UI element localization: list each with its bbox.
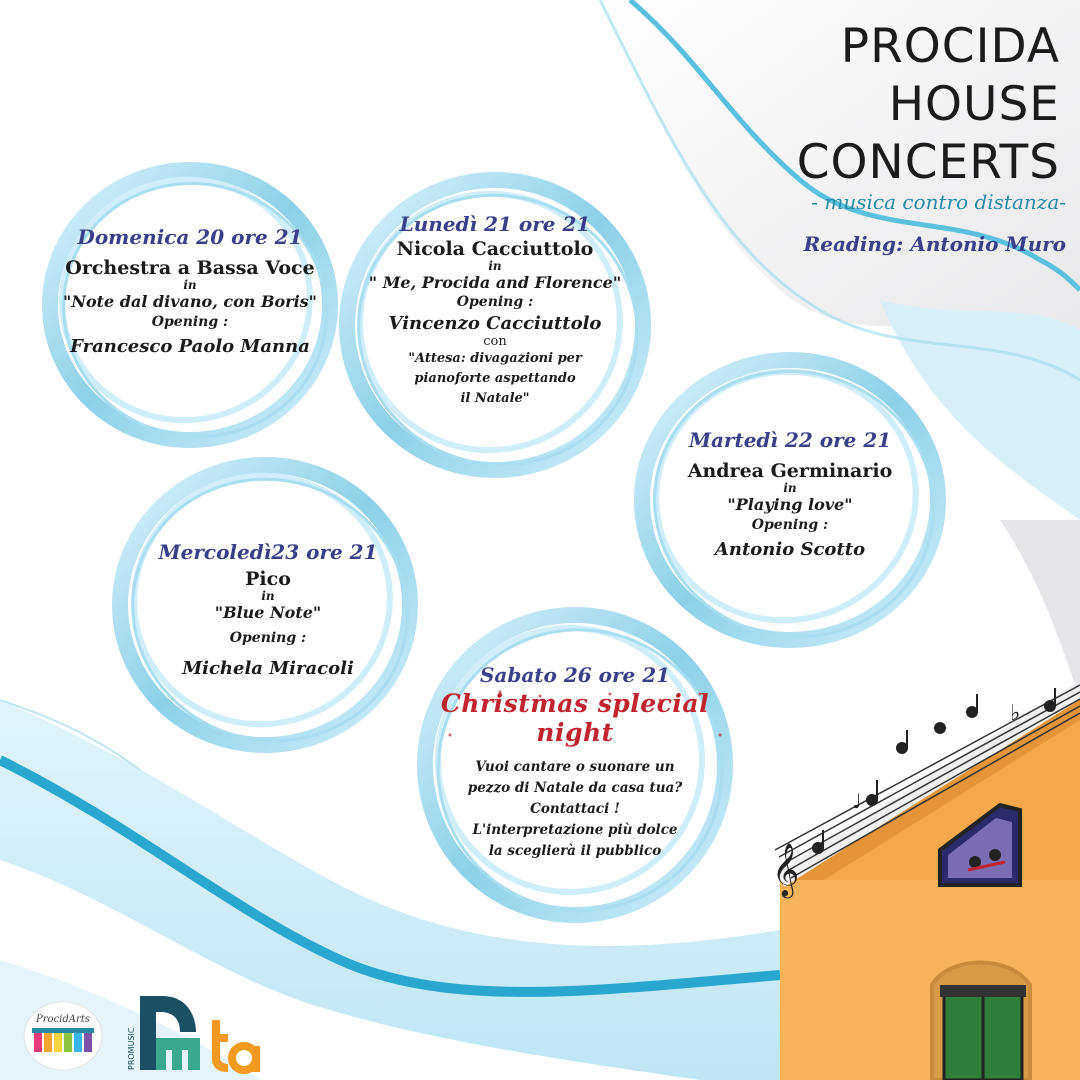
event-opener: Antonio Scotto	[714, 539, 866, 560]
event-mercoledi	[118, 540, 418, 679]
procidarts-logo	[22, 1000, 104, 1072]
event-line-5: la sceglierà il pubblico	[488, 843, 662, 859]
event-opener: Michela Miracoli	[182, 658, 354, 679]
event-domenica	[40, 225, 340, 357]
event-con: con	[483, 334, 507, 349]
event-extra-line-3: il Natale"	[460, 391, 530, 406]
event-artist: Nicola Cacciuttolo	[396, 238, 594, 260]
house-illustration	[780, 690, 1080, 1080]
event-sabato	[420, 663, 730, 862]
ta-design-logo	[206, 1014, 266, 1074]
event-lunedi	[345, 212, 645, 409]
event-show: "Playing love"	[727, 495, 853, 514]
svg-text:𝄞: 𝄞	[772, 842, 800, 896]
event-headline: Christmas splecial night	[440, 689, 710, 747]
svg-text:♭: ♭	[1010, 701, 1021, 726]
event-line-2: pezzo di Natale da casa tua?	[467, 780, 683, 796]
procidarts-logo-text: ProcidArts	[36, 1014, 90, 1025]
event-artist: Orchestra a Bassa Voce	[65, 257, 315, 279]
promusic-logo-text: PROMUSIC	[127, 1027, 136, 1070]
event-show: " Me, Procida and Florence"	[368, 273, 622, 292]
event-in: in	[183, 278, 197, 292]
event-show: "Blue Note"	[214, 603, 322, 622]
promusic-logo	[126, 990, 202, 1074]
event-date: Lunedì 21 ore 21	[399, 212, 591, 236]
subtitle: - musica contro distanza-	[811, 190, 1066, 214]
event-opening-label: Opening :	[151, 314, 229, 330]
event-extra-line-1: "Attesa: divagazioni per	[408, 351, 582, 366]
event-opener: Francesco Paolo Manna	[70, 336, 310, 357]
event-opening-label: Opening :	[229, 630, 307, 646]
event-date: Domenica 20 ore 21	[77, 225, 303, 249]
title-line-1: PROCIDA	[840, 19, 1060, 74]
event-line-4: L'interpretazione più dolce	[472, 822, 678, 838]
reading-credit: Reading: Antonio Muro	[803, 232, 1066, 256]
event-line-1: Vuoi cantare o suonare un	[475, 759, 675, 775]
event-extra-line-2: pianoforte aspettando	[414, 371, 576, 386]
title-line-3: CONCERTS	[796, 135, 1060, 190]
event-in: in	[488, 259, 502, 273]
event-martedi	[640, 428, 940, 560]
svg-text:♩: ♩	[852, 789, 862, 813]
event-in: in	[783, 481, 797, 495]
title-line-2: HOUSE	[888, 77, 1060, 132]
event-opener: Vincenzo Cacciuttolo	[388, 313, 602, 334]
event-opening-label: Opening :	[751, 517, 829, 533]
event-artist: Pico	[245, 568, 291, 590]
event-date: Martedì 22 ore 21	[688, 428, 892, 452]
event-show: "Note dal divano, con Boris"	[62, 292, 317, 311]
event-line-3: Contattaci !	[530, 801, 620, 817]
event-in: in	[261, 589, 275, 603]
event-opening-label: Opening :	[456, 294, 534, 310]
event-artist: Andrea Germinario	[687, 460, 893, 482]
event-date: Sabato 26 ore 21	[479, 663, 671, 687]
event-date: Mercoledì23 ore 21	[158, 540, 378, 564]
page-title	[760, 18, 1060, 192]
